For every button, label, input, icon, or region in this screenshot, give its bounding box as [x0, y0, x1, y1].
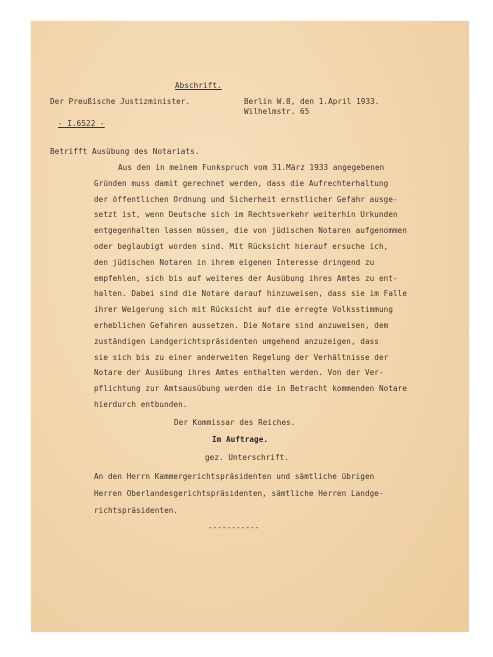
signature-by-order: Im Auftrage. [212, 435, 269, 444]
address-line: richtspräsidenten. [94, 506, 179, 515]
body-line: erheblichen Gefahren aussetzen. Die Notare sind anzuweisen, dem [94, 321, 389, 330]
body-line: pflichtung zur Amtsausübung werden die in Betracht kommenden Notare [94, 384, 408, 393]
file-number: - I.6522 - [58, 119, 105, 128]
body-line: hierdurch entbunden. [94, 400, 188, 409]
sender-line: Der Preußische Justizminister. [50, 97, 191, 106]
body-line: empfehlen, sich bis auf weiteres der Ausübung ihres Amtes zu ent- [94, 274, 398, 283]
body-line: oder beglaubigt worden sind. Mit Rücksicht hierauf ersuche ich, [94, 242, 389, 251]
body-line: entgegenhalten lassen müssen, die von jüdischen Notaren aufgenommen [94, 226, 408, 235]
street-line: Wilhelmstr. 65 [244, 107, 310, 116]
body-line: setzt ist, wenn Deutsche sich im Rechtsverkehr weiterhin Urkunden [94, 210, 398, 219]
address-line: Herren Oberlandesgerichtspräsidenten, sämtliche Herren Landge- [94, 489, 384, 498]
signature-authority: Der Kommissar des Reiches. [174, 418, 296, 427]
body-line: den jüdischen Notaren in ihrem eigenen Interesse dringend zu [94, 258, 375, 267]
document-heading: Abschrift. [175, 81, 222, 90]
body-line: der öffentlichen Ordnung und Sicherheit ernstlicher Gefahr ausge- [94, 195, 398, 204]
body-line: zuständigen Landgerichtspräsidenten umgehend anzuzeigen, dass [94, 337, 379, 346]
address-line: An den Herrn Kammergerichtspräsidenten und sämtliche übrigen [94, 472, 375, 481]
body-line: halten. Dabei sind die Notare darauf hinzuweisen, dass sie im Falle [94, 289, 408, 298]
body-line: Aus den in meinem Funkspruch vom 31.März 1933 angegebenen [118, 163, 385, 172]
body-line: ihrer Weigerung sich mit Rücksicht auf die erregte Volksstimmung [94, 305, 393, 314]
closing-rule: ----------- [208, 523, 260, 532]
place-date-line: Berlin W.8, den 1.April 1933. [244, 97, 380, 106]
body-line: Gründen muss damit gerechnet werden, dass die Aufrechterhaltung [94, 179, 389, 188]
body-line: sie sich bis zu einer anderweiten Regelung der Verhältnisse der [94, 353, 389, 362]
signature-signed: gez. Unterschrift. [205, 453, 290, 462]
body-line: Notare der Ausübung ihres Amtes enthalten werden. Von der Ver- [94, 368, 384, 377]
subject-line: Betrifft Ausübung des Notariats. [50, 147, 200, 156]
